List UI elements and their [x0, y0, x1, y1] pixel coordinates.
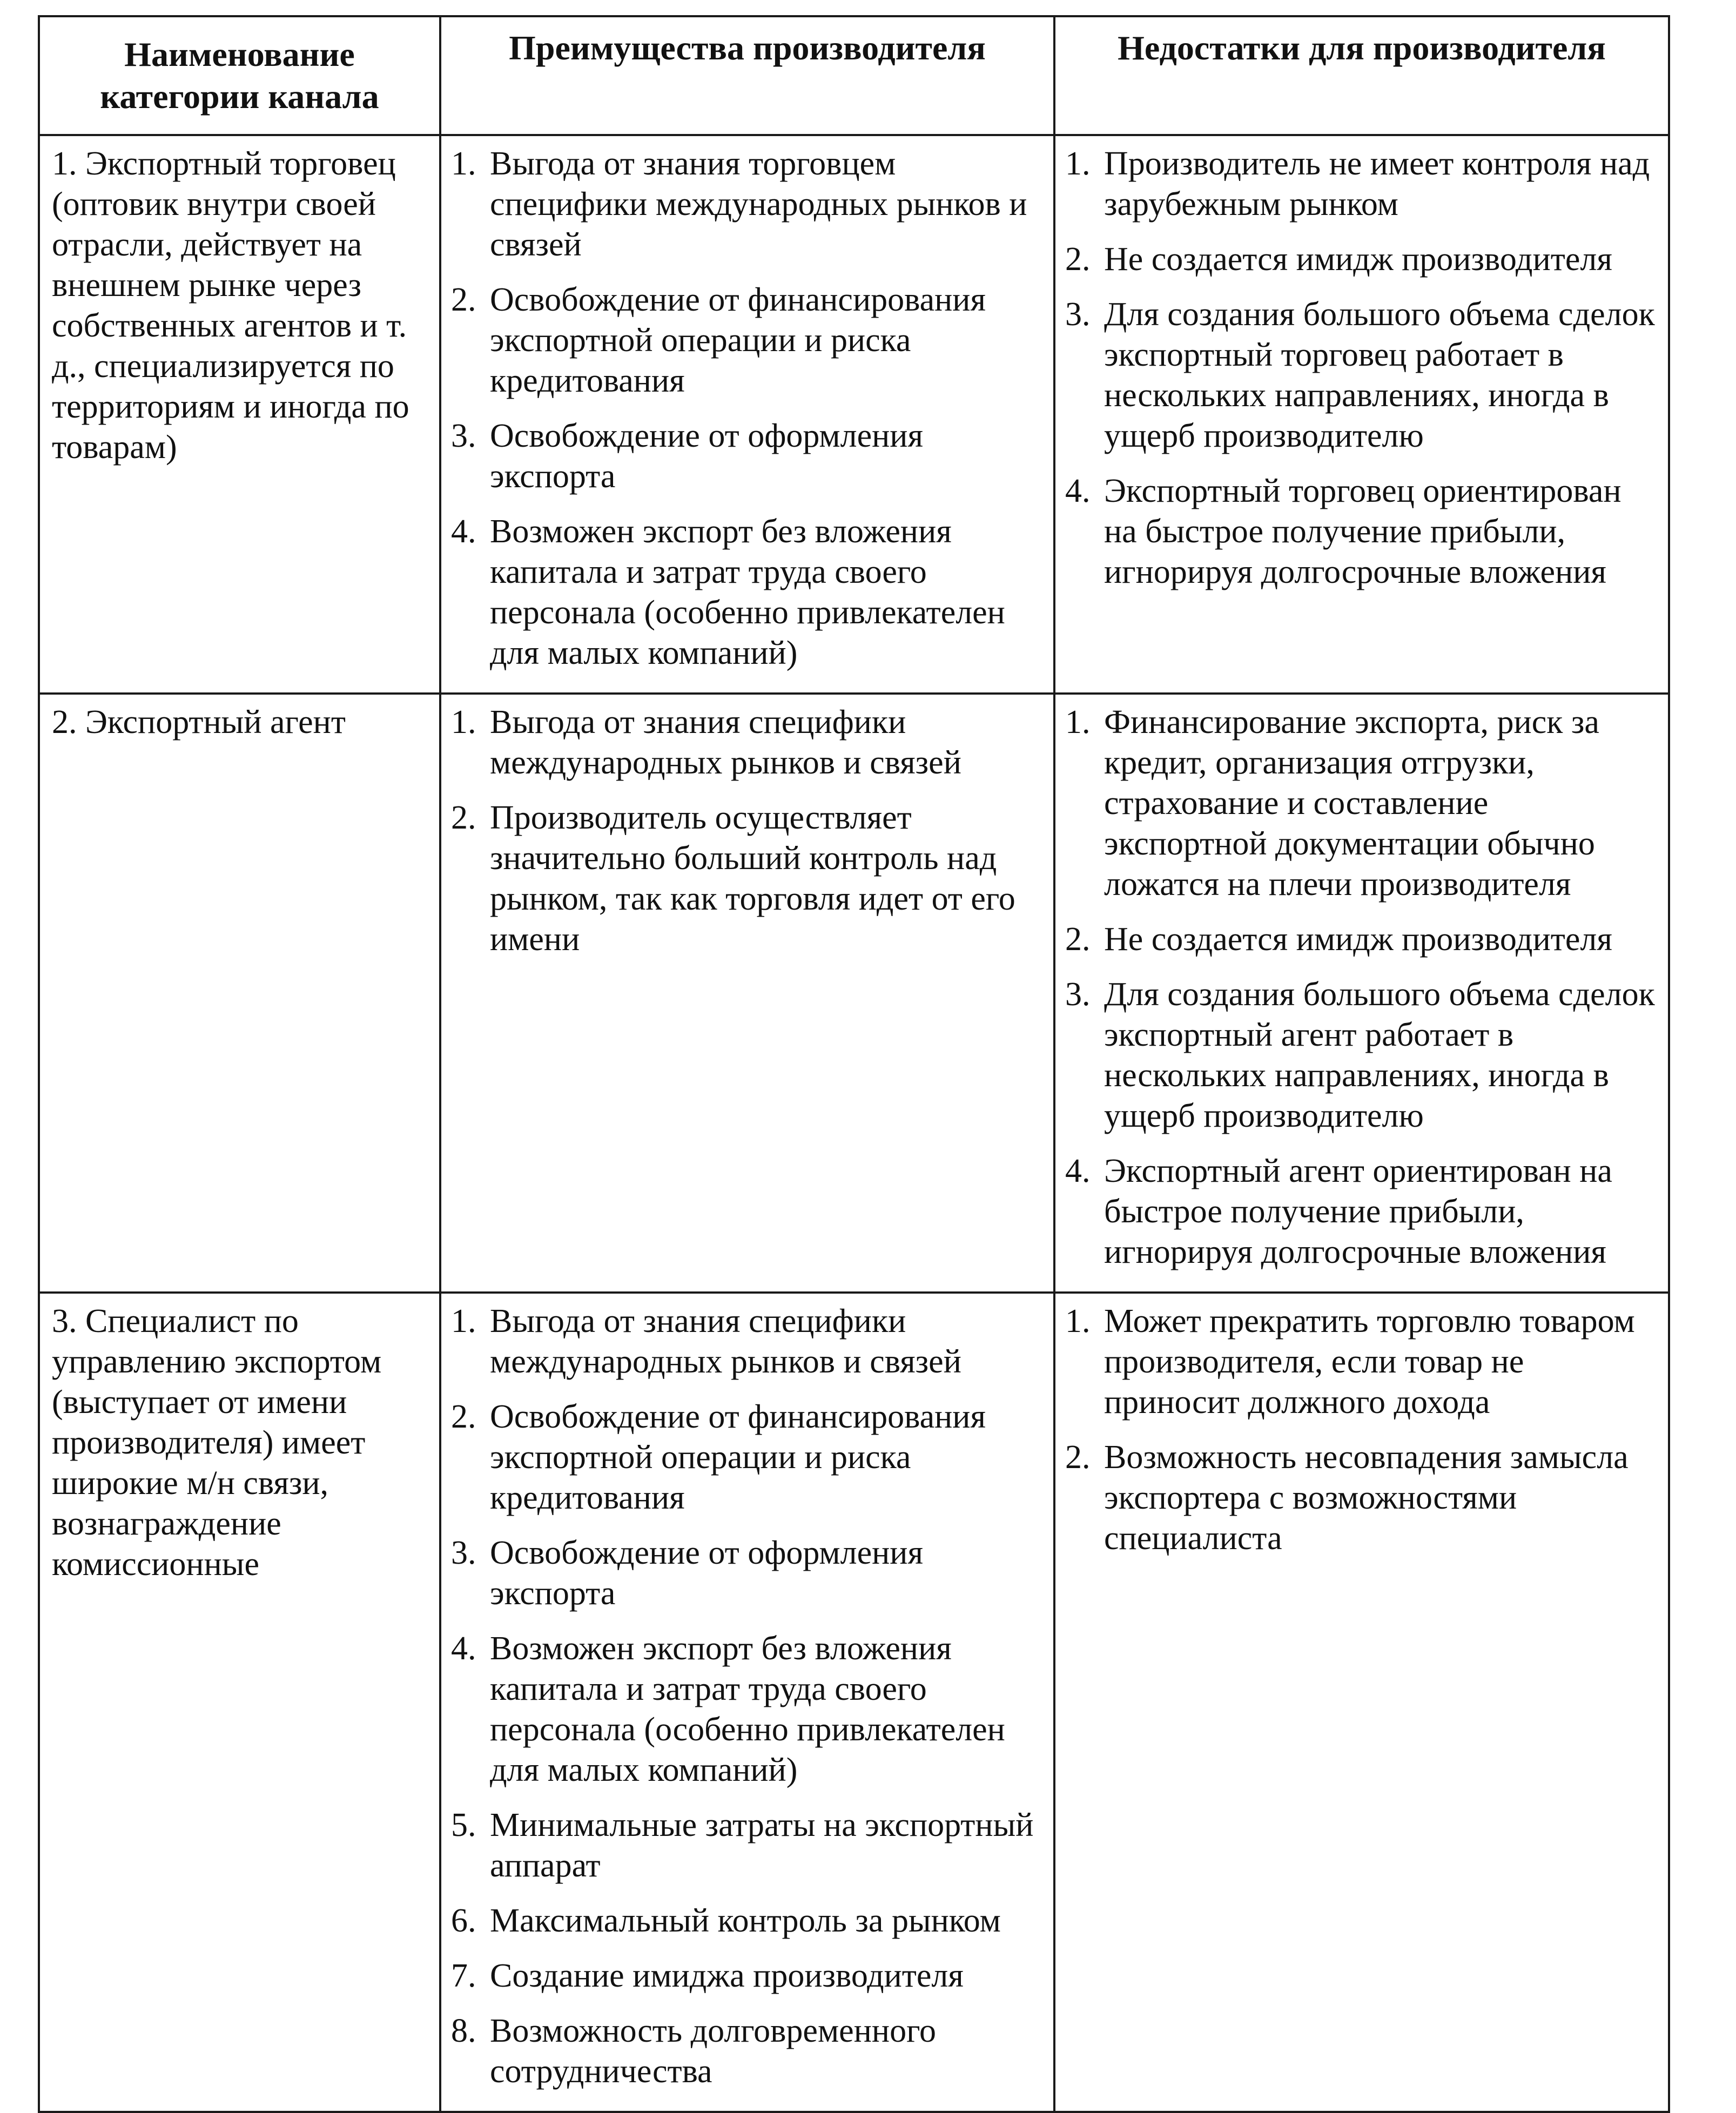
table-header	[39, 16, 1669, 135]
list-item	[451, 798, 1044, 960]
item-number: 8.	[451, 2013, 476, 2049]
item-number: 1.	[1065, 1303, 1091, 1340]
item-number: 1.	[451, 145, 476, 182]
disadvantages-cell	[1054, 135, 1669, 694]
category-text: 1. Экспортный торговец (оптовик внутри своей отрасли, действует на внешнем рынке через собственных агентов и т. д., специализируется по территориям и иногда по товарам)	[52, 145, 409, 466]
advantages-list	[451, 1301, 1044, 2092]
item-text: Возможность несовпадения замысла экспортера с возможностями специалиста	[1104, 1439, 1629, 1557]
item-number: 3.	[451, 1535, 476, 1571]
item-text: Выгода от знания специфики международных рынков и связей	[490, 704, 961, 781]
item-text: Минимальные затраты на экспортный аппарат	[490, 1807, 1034, 1884]
table-row	[39, 1293, 1669, 2112]
header-disadvantages: Недостатки для производителя	[1054, 16, 1669, 135]
channel-comparison-table	[38, 15, 1670, 2113]
item-number: 4.	[1065, 1153, 1091, 1189]
item-text: Освобождение от оформления экспорта	[490, 1535, 924, 1612]
disadvantages-list	[1065, 144, 1658, 593]
item-number: 5.	[451, 1807, 476, 1843]
header-advantages: Преимущества производителя	[440, 16, 1054, 135]
item-text: Финансирование экспорта, риск за кредит, организация отгрузки, страхование и составление экспортной документации обычно ложатся на плечи производителя	[1104, 704, 1599, 903]
list-item	[1065, 1301, 1658, 1423]
item-text: Освобождение от оформления экспорта	[490, 418, 924, 495]
item-text: Для создания большого объема сделок экспортный торговец работает в нескольких направлениях, иногда в ущерб производителю	[1104, 296, 1655, 454]
list-item	[451, 1629, 1044, 1791]
advantages-cell	[440, 135, 1054, 694]
category-text: 2. Экспортный агент	[52, 704, 346, 741]
item-number: 3.	[451, 418, 476, 454]
item-number: 2.	[451, 799, 476, 836]
list-item	[451, 416, 1044, 497]
category-text: 3. Специалист по управлению экспортом (выступает от имени производителя) имеет широкие м/н связи, вознаграждение комиссионные	[52, 1303, 382, 1583]
item-text: Может прекратить торговлю товаром производителя, если товар не приносит должного дохода	[1104, 1303, 1635, 1421]
item-number: 2.	[451, 281, 476, 318]
list-item	[1065, 239, 1658, 280]
item-text: Возможен экспорт без вложения капитала и затрат труда своего персонала (особенно привлекателен для малых компаний)	[490, 513, 1005, 671]
item-number: 1.	[1065, 704, 1091, 741]
item-text: Возможен экспорт без вложения капитала и затрат труда своего персонала (особенно привлекателен для малых компаний)	[490, 1630, 1005, 1788]
item-text: Создание имиджа производителя	[490, 1957, 964, 1994]
header-row	[39, 16, 1669, 135]
list-item	[451, 1301, 1044, 1382]
list-item	[451, 280, 1044, 401]
item-text: Производитель осуществляет значительно больший контроль над рынком, так как торговля идет от его имени	[490, 799, 1015, 958]
item-text: Экспортный торговец ориентирован на быстрое получение прибыли, игнорируя долгосрочные вложения	[1104, 473, 1621, 590]
advantages-list	[451, 144, 1044, 674]
item-text: Возможность долговременного сотрудничества	[490, 2013, 936, 2090]
item-text: Выгода от знания специфики международных рынков и связей	[490, 1303, 961, 1380]
disadvantages-cell	[1054, 694, 1669, 1293]
item-text: Не создается имидж производителя	[1104, 241, 1612, 278]
item-number: 4.	[451, 513, 476, 550]
item-number: 7.	[451, 1957, 476, 1994]
advantages-list	[451, 702, 1044, 960]
category-cell	[39, 1293, 440, 2112]
list-item	[1065, 294, 1658, 456]
list-item	[451, 144, 1044, 265]
disadvantages-list	[1065, 1301, 1658, 1559]
item-number: 2.	[451, 1398, 476, 1435]
list-item	[1065, 974, 1658, 1136]
item-number: 2.	[1065, 241, 1091, 278]
item-text: Не создается имидж производителя	[1104, 921, 1612, 958]
item-text: Экспортный агент ориентирован на быстрое получение прибыли, игнорируя долгосрочные вложения	[1104, 1153, 1612, 1270]
item-number: 2.	[1065, 921, 1091, 958]
item-number: 4.	[1065, 473, 1091, 509]
category-cell	[39, 135, 440, 694]
list-item	[451, 1956, 1044, 1996]
item-number: 1.	[451, 1303, 476, 1340]
list-item	[1065, 144, 1658, 225]
item-number: 3.	[1065, 296, 1091, 333]
list-item	[451, 702, 1044, 783]
list-item	[451, 1901, 1044, 1941]
table-row	[39, 135, 1669, 694]
table-body	[39, 135, 1669, 2112]
item-text: Производитель не имеет контроля над зарубежным рынком	[1104, 145, 1650, 223]
list-item	[451, 2011, 1044, 2092]
list-item	[451, 1397, 1044, 1518]
category-cell	[39, 694, 440, 1293]
disadvantages-list	[1065, 702, 1658, 1273]
list-item	[1065, 1151, 1658, 1273]
item-text: Для создания большого объема сделок экспортный агент работает в нескольких направлениях, иногда в ущерб производителю	[1104, 976, 1655, 1134]
item-text: Освобождение от финансирования экспортной операции и риска кредитования	[490, 1398, 986, 1516]
header-category: Наименование категории канала	[39, 16, 440, 135]
list-item	[1065, 702, 1658, 905]
disadvantages-cell	[1054, 1293, 1669, 2112]
item-number: 1.	[1065, 145, 1091, 182]
advantages-cell	[440, 1293, 1054, 2112]
list-item	[451, 512, 1044, 674]
list-item	[1065, 919, 1658, 960]
advantages-cell	[440, 694, 1054, 1293]
table-row	[39, 694, 1669, 1293]
item-text: Максимальный контроль за рынком	[490, 1902, 1001, 1939]
item-number: 4.	[451, 1630, 476, 1667]
item-text: Освобождение от финансирования экспортной операции и риска кредитования	[490, 281, 986, 399]
list-item	[451, 1533, 1044, 1614]
list-item	[1065, 1437, 1658, 1559]
item-number: 3.	[1065, 976, 1091, 1013]
item-text: Выгода от знания торговцем специфики международных рынков и связей	[490, 145, 1027, 263]
item-number: 2.	[1065, 1439, 1091, 1476]
list-item	[451, 1805, 1044, 1886]
list-item	[1065, 471, 1658, 593]
item-number: 1.	[451, 704, 476, 741]
item-number: 6.	[451, 1902, 476, 1939]
